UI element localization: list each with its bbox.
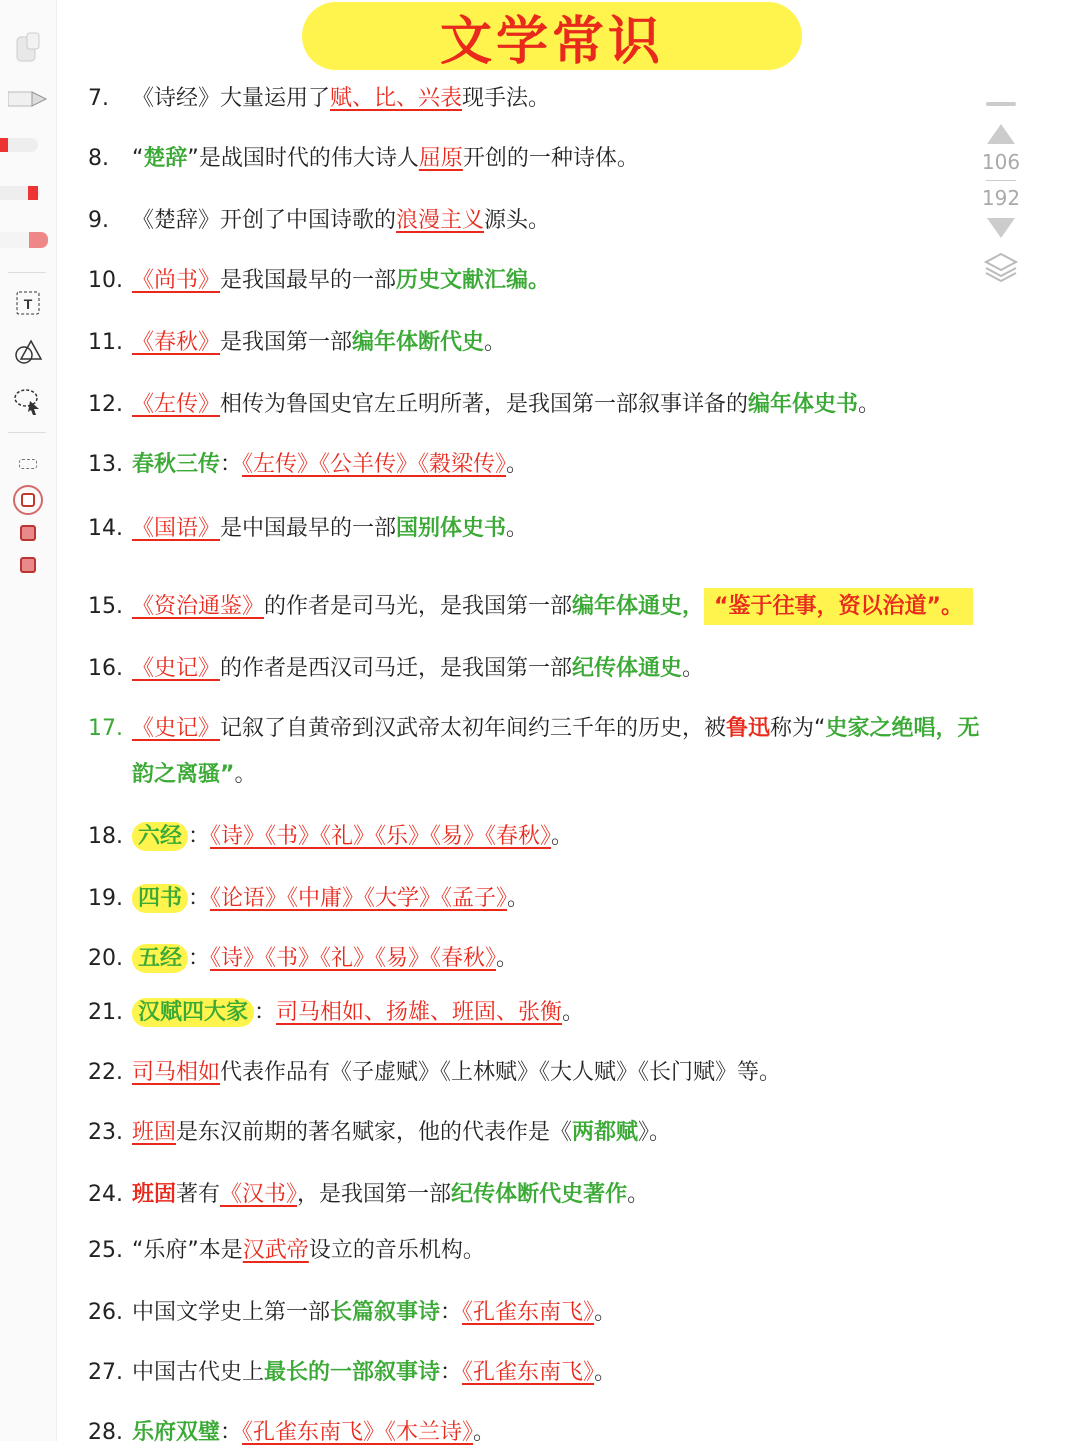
list-item <box>88 944 518 974</box>
text-tool-icon[interactable] <box>8 288 48 318</box>
list-item <box>88 328 506 358</box>
item-text-segment: 。 <box>562 1000 585 1025</box>
item-text-segment: 六经 <box>132 822 188 851</box>
fountain-pen-icon[interactable] <box>8 82 48 116</box>
item-text-segment: 》。 <box>638 1120 672 1145</box>
item-text-segment: 。 <box>473 1420 496 1445</box>
item-text-segment: 乐府双璧 <box>132 1420 221 1445</box>
item-number: 15. <box>88 594 123 619</box>
item-text-segment: 《史记》 <box>132 716 221 741</box>
item-number: 25. <box>88 1238 123 1263</box>
item-text-segment: 两都赋 <box>572 1120 639 1145</box>
item-text-segment: 是中国最早的一部 <box>220 516 397 541</box>
red-marker-icon[interactable] <box>0 186 40 200</box>
item-text-segment: 五经 <box>132 944 188 973</box>
item-text-segment: 。 <box>858 392 881 417</box>
item-text-segment: 。 <box>507 886 530 911</box>
item-text-segment: 长篇叙事诗 <box>330 1300 441 1325</box>
item-text-segment: 浪漫主义 <box>396 208 485 233</box>
item-number: 7. <box>88 86 109 111</box>
item-text-segment: 编年体断代史 <box>352 330 485 355</box>
item-text-segment: 的作者是西汉司马迁，是我国第一部 <box>220 656 573 681</box>
item-number: 18. <box>88 824 123 849</box>
current-page-number: 106 <box>981 150 1021 174</box>
item-number: 14. <box>88 516 123 541</box>
page-divider <box>986 180 1016 181</box>
item-text-segment: 《史记》 <box>132 656 221 681</box>
item-text-segment: 源头。 <box>484 208 551 233</box>
item-text-segment: 屈原 <box>418 146 463 171</box>
list-item <box>88 592 973 622</box>
item-number: 23. <box>88 1120 123 1145</box>
item-text-segment: ： <box>440 1360 463 1385</box>
item-text-segment: “乐府”本是 <box>132 1238 243 1263</box>
list-item <box>88 206 550 236</box>
item-text-segment: 楚辞 <box>143 146 188 171</box>
item-text-segment: 中国古代史上 <box>132 1360 265 1385</box>
list-item <box>88 1236 485 1266</box>
item-text-segment: “鉴于往事，资以治道”。 <box>704 588 973 625</box>
list-item <box>88 450 528 480</box>
item-text-segment: 纪传体断代史著作 <box>451 1182 628 1207</box>
highlighter-icon[interactable] <box>0 232 48 248</box>
item-text-segment: 编年体史书 <box>748 392 859 417</box>
item-text-segment: ： <box>220 1420 243 1445</box>
item-text-segment: 。 <box>594 1360 617 1385</box>
item-text-segment: 著有 <box>176 1182 221 1207</box>
item-number: 13. <box>88 452 123 477</box>
item-text-segment: 鲁迅 <box>726 716 771 741</box>
page-down-icon[interactable] <box>985 216 1017 240</box>
list-item <box>88 1058 781 1088</box>
layers-icon[interactable] <box>984 250 1018 284</box>
item-text-segment: 代表作品有《子虚赋》《上林赋》《大人赋》《长门赋》等。 <box>220 1060 782 1085</box>
eraser-tool-icon[interactable] <box>8 30 48 66</box>
item-text-segment: ”是战国时代的伟大诗人 <box>187 146 419 171</box>
item-text-segment: 《诗经》大量运用了 <box>132 86 331 111</box>
item-text-segment: 设立的音乐机构。 <box>308 1238 485 1263</box>
item-number: 10. <box>88 268 123 293</box>
item-text-segment: 《尚书》 <box>132 268 221 293</box>
item-number: 22. <box>88 1060 123 1085</box>
item-text-segment: ，是我国第一部 <box>297 1182 452 1207</box>
item-text-segment: 。 <box>682 656 705 681</box>
item-text-segment: 《国语》 <box>132 516 221 541</box>
item-text-segment: 历史文献汇编。 <box>396 268 551 293</box>
list-item <box>88 654 704 684</box>
item-text-segment: 。 <box>551 824 574 849</box>
item-text-segment: 。 <box>594 1300 617 1325</box>
item-text-segment: 。 <box>627 1182 650 1207</box>
item-text-segment: 《孔雀东南飞》 <box>462 1360 595 1385</box>
list-item <box>88 1118 671 1148</box>
item-text-segment: 中国文学史上第一部 <box>132 1300 331 1325</box>
list-item <box>88 390 880 420</box>
item-number: 11. <box>88 330 123 355</box>
item-text-segment: 汉赋四大家 <box>132 998 254 1027</box>
item-number: 17. <box>88 716 123 741</box>
list-item <box>88 822 573 852</box>
item-text-segment: 相传为鲁国史官左丘明所著，是我国第一部叙事详备的 <box>220 392 749 417</box>
item-text-segment: 开创的一种诗体。 <box>462 146 639 171</box>
item-text-segment: 《春秋》 <box>132 330 221 355</box>
item-text-segment: ： <box>188 886 211 911</box>
stroke-size-small-icon[interactable] <box>8 454 48 474</box>
item-text-segment: 春秋三传 <box>132 452 221 477</box>
item-number: 20. <box>88 946 123 971</box>
page-navigator <box>978 100 1024 290</box>
item-text-segment: 记叙了自黄帝到汉武帝太初年间约三千年的历史，被 <box>220 716 727 741</box>
item-text-segment: 的作者是司马光，是我国第一部 <box>264 594 573 619</box>
item-text-segment: 司马相如 <box>132 1060 221 1085</box>
total-page-number: 192 <box>981 186 1021 210</box>
item-text-segment: 《资治通鉴》 <box>132 594 265 619</box>
item-text-segment: 赋、比、兴表 <box>330 86 463 111</box>
item-text-segment: ： <box>188 946 211 971</box>
item-text-segment: 。 <box>506 516 529 541</box>
item-text-segment: “ <box>132 146 144 171</box>
red-pen-icon[interactable] <box>0 138 38 152</box>
item-text-segment: ： <box>188 824 211 849</box>
list-item <box>88 266 550 296</box>
item-text-segment: 《孔雀东南飞》《木兰诗》 <box>242 1420 474 1445</box>
shapes-tool-icon[interactable] <box>8 336 48 366</box>
item-number: 24. <box>88 1182 123 1207</box>
list-item <box>88 144 639 174</box>
item-text-segment: 《左传》 <box>132 392 221 417</box>
list-item <box>88 1180 649 1210</box>
item-text-segment: 班固 <box>132 1182 177 1207</box>
item-number: 26. <box>88 1300 123 1325</box>
item-text-segment: 称为“ <box>770 716 826 741</box>
page-title-banner <box>302 2 802 70</box>
item-text-segment: 现手法。 <box>462 86 551 111</box>
page-title: 文学常识 <box>439 11 664 72</box>
item-text-segment: 韵之离骚” <box>132 762 235 787</box>
list-item <box>88 884 529 914</box>
item-text-segment: 编年体通史， <box>572 594 705 619</box>
page-up-icon[interactable] <box>985 122 1017 146</box>
item-text-segment: 《楚辞》开创了中国诗歌的 <box>132 208 397 233</box>
item-text-segment: 。 <box>496 946 519 971</box>
item-text-segment: 汉武帝 <box>242 1238 309 1263</box>
list-item <box>88 998 584 1028</box>
item-number: 28. <box>88 1420 123 1445</box>
item-text-segment: 《孔雀东南飞》 <box>462 1300 595 1325</box>
color-swatch-3[interactable] <box>8 554 48 576</box>
item-number: 21. <box>88 1000 123 1025</box>
item-text-segment: ： <box>254 1000 277 1025</box>
item-number: 8. <box>88 146 109 171</box>
item-text-segment: 。 <box>234 762 257 787</box>
item-number: 16. <box>88 656 123 681</box>
item-text-segment: 《诗》《书》《礼》《乐》《易》《春秋》 <box>210 824 552 849</box>
list-item <box>88 1298 616 1328</box>
item-text-segment: 国别体史书 <box>396 516 507 541</box>
item-text-segment: 。 <box>506 452 529 477</box>
annotation-toolbar <box>0 0 57 1441</box>
item-text-segment: 班固 <box>132 1120 177 1145</box>
lasso-select-icon[interactable] <box>8 386 48 418</box>
color-swatch-selected[interactable] <box>8 484 48 516</box>
color-swatch-2[interactable] <box>8 522 48 544</box>
item-text-segment: 。 <box>484 330 507 355</box>
item-text-segment: 《汉书》 <box>220 1182 298 1207</box>
drag-handle[interactable] <box>986 102 1016 106</box>
item-text-segment: 最长的一部叙事诗 <box>264 1360 441 1385</box>
list-item <box>88 760 256 790</box>
item-text-segment: 是东汉前期的著名赋家，他的代表作是《 <box>176 1120 573 1145</box>
item-number: 19. <box>88 886 123 911</box>
list-item <box>88 1418 495 1448</box>
list-item <box>88 1358 616 1388</box>
item-text-segment: 《诗》《书》《礼》《易》《春秋》 <box>210 946 497 971</box>
item-text-segment: 是我国最早的一部 <box>220 268 397 293</box>
item-number: 9. <box>88 208 109 233</box>
item-text-segment: ： <box>220 452 243 477</box>
item-number: 12. <box>88 392 123 417</box>
item-text-segment: 四书 <box>132 884 188 913</box>
item-text-segment: 《论语》《中庸》《大学》《孟子》 <box>210 886 508 911</box>
list-item <box>88 514 528 544</box>
item-text-segment: 是我国第一部 <box>220 330 353 355</box>
item-text-segment: 司马相如、扬雄、班固、张衡 <box>276 1000 563 1025</box>
item-text-segment: 纪传体通史 <box>572 656 683 681</box>
item-text-segment: 《左传》《公羊传》《穀梁传》 <box>242 452 507 477</box>
item-text-segment: ： <box>440 1300 463 1325</box>
list-item <box>88 84 550 114</box>
svg-text:T: T <box>23 296 33 312</box>
item-number: 27. <box>88 1360 123 1385</box>
list-item <box>88 714 979 744</box>
item-text-segment: 史家之绝唱，无 <box>825 716 980 741</box>
